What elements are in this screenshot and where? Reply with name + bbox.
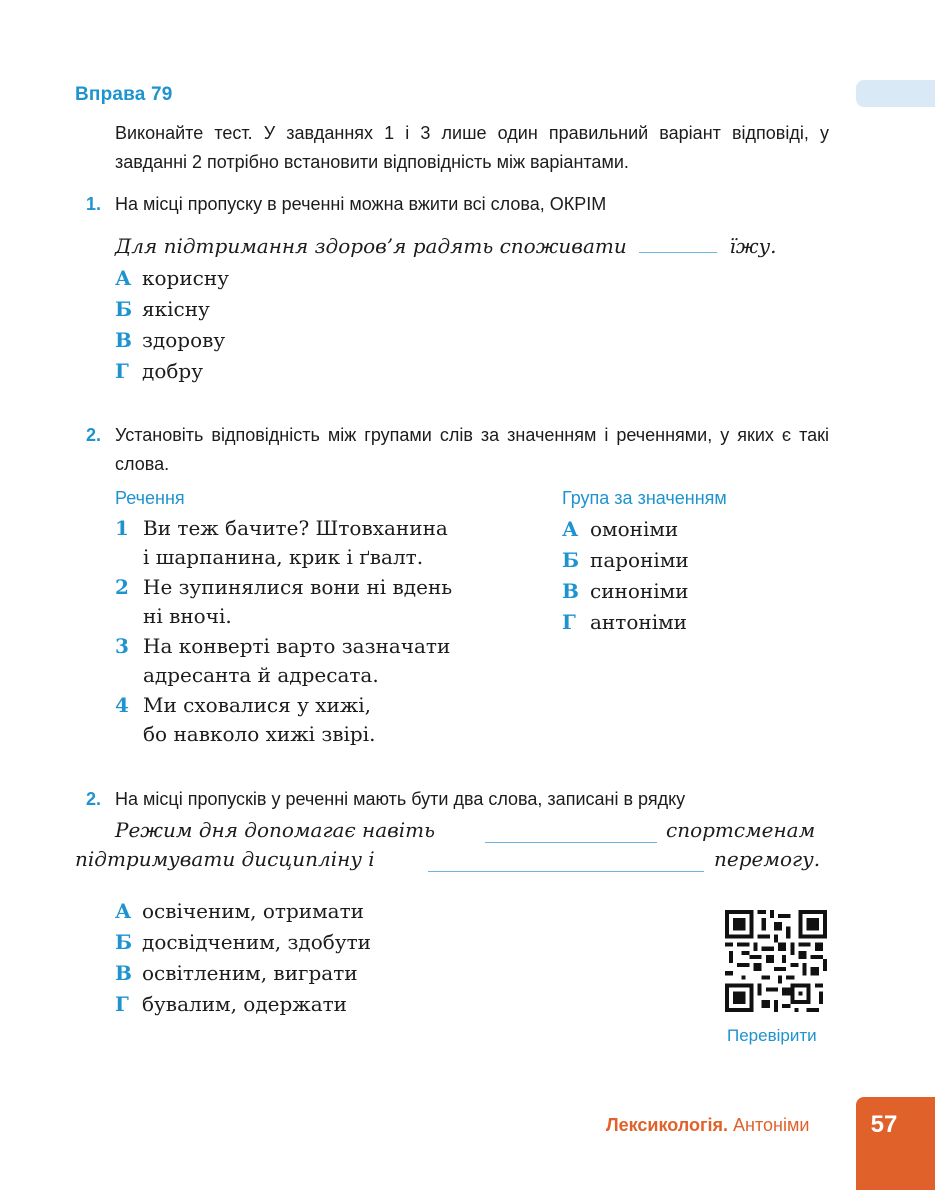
group-text: пароніми: [590, 548, 689, 572]
group-letter: Г: [562, 610, 576, 634]
option-letter: Б: [115, 297, 133, 321]
option-letter: Б: [115, 930, 133, 954]
group-text: синоніми: [590, 579, 689, 603]
sentence-line: Не зупинялися вони ні вдень: [143, 575, 453, 599]
q2-group-a: [562, 514, 678, 545]
option-letter: Г: [115, 359, 129, 383]
option-letter: А: [115, 899, 132, 923]
exercise-title: Вправа 79: [75, 84, 173, 105]
sentence-number: 2: [115, 575, 129, 599]
page-number: 57: [870, 1111, 898, 1138]
option-letter: В: [115, 961, 132, 985]
group-text: омоніми: [590, 517, 679, 541]
sentence-line: бо навколо хижі звірі.: [143, 722, 376, 746]
q1-number: 1.: [86, 194, 102, 214]
option-letter: Г: [115, 992, 129, 1016]
q3-number: 2.: [86, 789, 102, 809]
option-text: досвідченим, здобути: [142, 930, 371, 954]
q1-text: На місці пропуску в реченні можна вжити всі слова, ОКРІМ: [115, 194, 607, 214]
option-text: освітленим, виграти: [142, 961, 358, 985]
qr-code-icon[interactable]: [725, 910, 827, 1012]
sentence-line: і шарпанина, крик і ґвалт.: [143, 545, 424, 569]
q3-blank-1: [485, 841, 657, 843]
q3-option-a: [115, 896, 364, 927]
sentence-number: 3: [115, 634, 129, 658]
groups-column-heading: Група за значенням: [562, 488, 727, 508]
footer-section: Лексикологія.: [606, 1115, 729, 1135]
option-letter: А: [115, 266, 132, 290]
q1-option-h: [115, 356, 203, 387]
option-text: корисну: [142, 266, 229, 290]
q2-group-b: [562, 545, 689, 576]
q3-sentence-part1: Режим дня допомагає навіть: [115, 818, 436, 842]
q1-sentence-after: їжу.: [729, 234, 777, 258]
option-text: якісну: [142, 297, 210, 321]
q1-sentence-before: Для підтримання здоров’я радять споживати: [115, 234, 627, 258]
option-text: добру: [142, 359, 203, 383]
q1-option-v: [115, 325, 225, 356]
q3-blank-2: [428, 870, 704, 872]
q3-option-v: [115, 958, 358, 989]
q3-sentence-part4: перемогу.: [714, 847, 821, 871]
q3-sentence-part2: спортсменам: [666, 818, 816, 842]
q1-sentence: [115, 232, 830, 260]
sentence-line: адресанта й адресата.: [143, 663, 379, 687]
sentence-line: Ми сховалися у хижі,: [143, 693, 371, 717]
q1-blank: [639, 251, 717, 253]
q2-text: Установіть відповідність між групами слів за значенням і реченнями, у яких є такі слова.: [115, 425, 829, 474]
check-link[interactable]: Перевірити: [727, 1026, 817, 1045]
footer-running-head: [606, 1115, 809, 1136]
q3-option-h: [115, 989, 347, 1020]
sentences-column-heading: Речення: [115, 488, 185, 508]
q3-option-b: [115, 927, 371, 958]
sentence-number: 4: [115, 693, 129, 717]
option-text: здорову: [142, 328, 226, 352]
sentence-number: 1: [115, 516, 129, 540]
q1-option-b: [115, 294, 210, 325]
q2-group-v: [562, 576, 689, 607]
q1-option-a: [115, 263, 229, 294]
sentence-line: Ви теж бачите? Штовханина: [143, 516, 448, 540]
group-letter: Б: [562, 548, 580, 572]
side-tab: [856, 80, 935, 107]
group-text: антоніми: [590, 610, 687, 634]
q2-group-h: [562, 607, 687, 638]
option-text: бувалим, одержати: [142, 992, 348, 1016]
sentence-line: ні вночі.: [143, 604, 232, 628]
q3-text: На місці пропусків у реченні мають бути два слова, записані в рядку: [115, 789, 686, 809]
sentence-line: На конверті варто зазначати: [143, 634, 451, 658]
q3-sentence-part3: підтримувати дисципліну і: [75, 847, 375, 871]
group-letter: В: [562, 579, 579, 603]
exercise-intro: Виконайте тест. У завданнях 1 і 3 лише один правильний варіант відповіді, у завданні 2 потрібно встановити відповідність між варіантами.: [115, 123, 829, 172]
option-text: освіченим, отримати: [142, 899, 365, 923]
option-letter: В: [115, 328, 132, 352]
group-letter: А: [562, 517, 579, 541]
q2-number: 2.: [86, 425, 102, 445]
footer-topic: Антоніми: [733, 1115, 810, 1135]
